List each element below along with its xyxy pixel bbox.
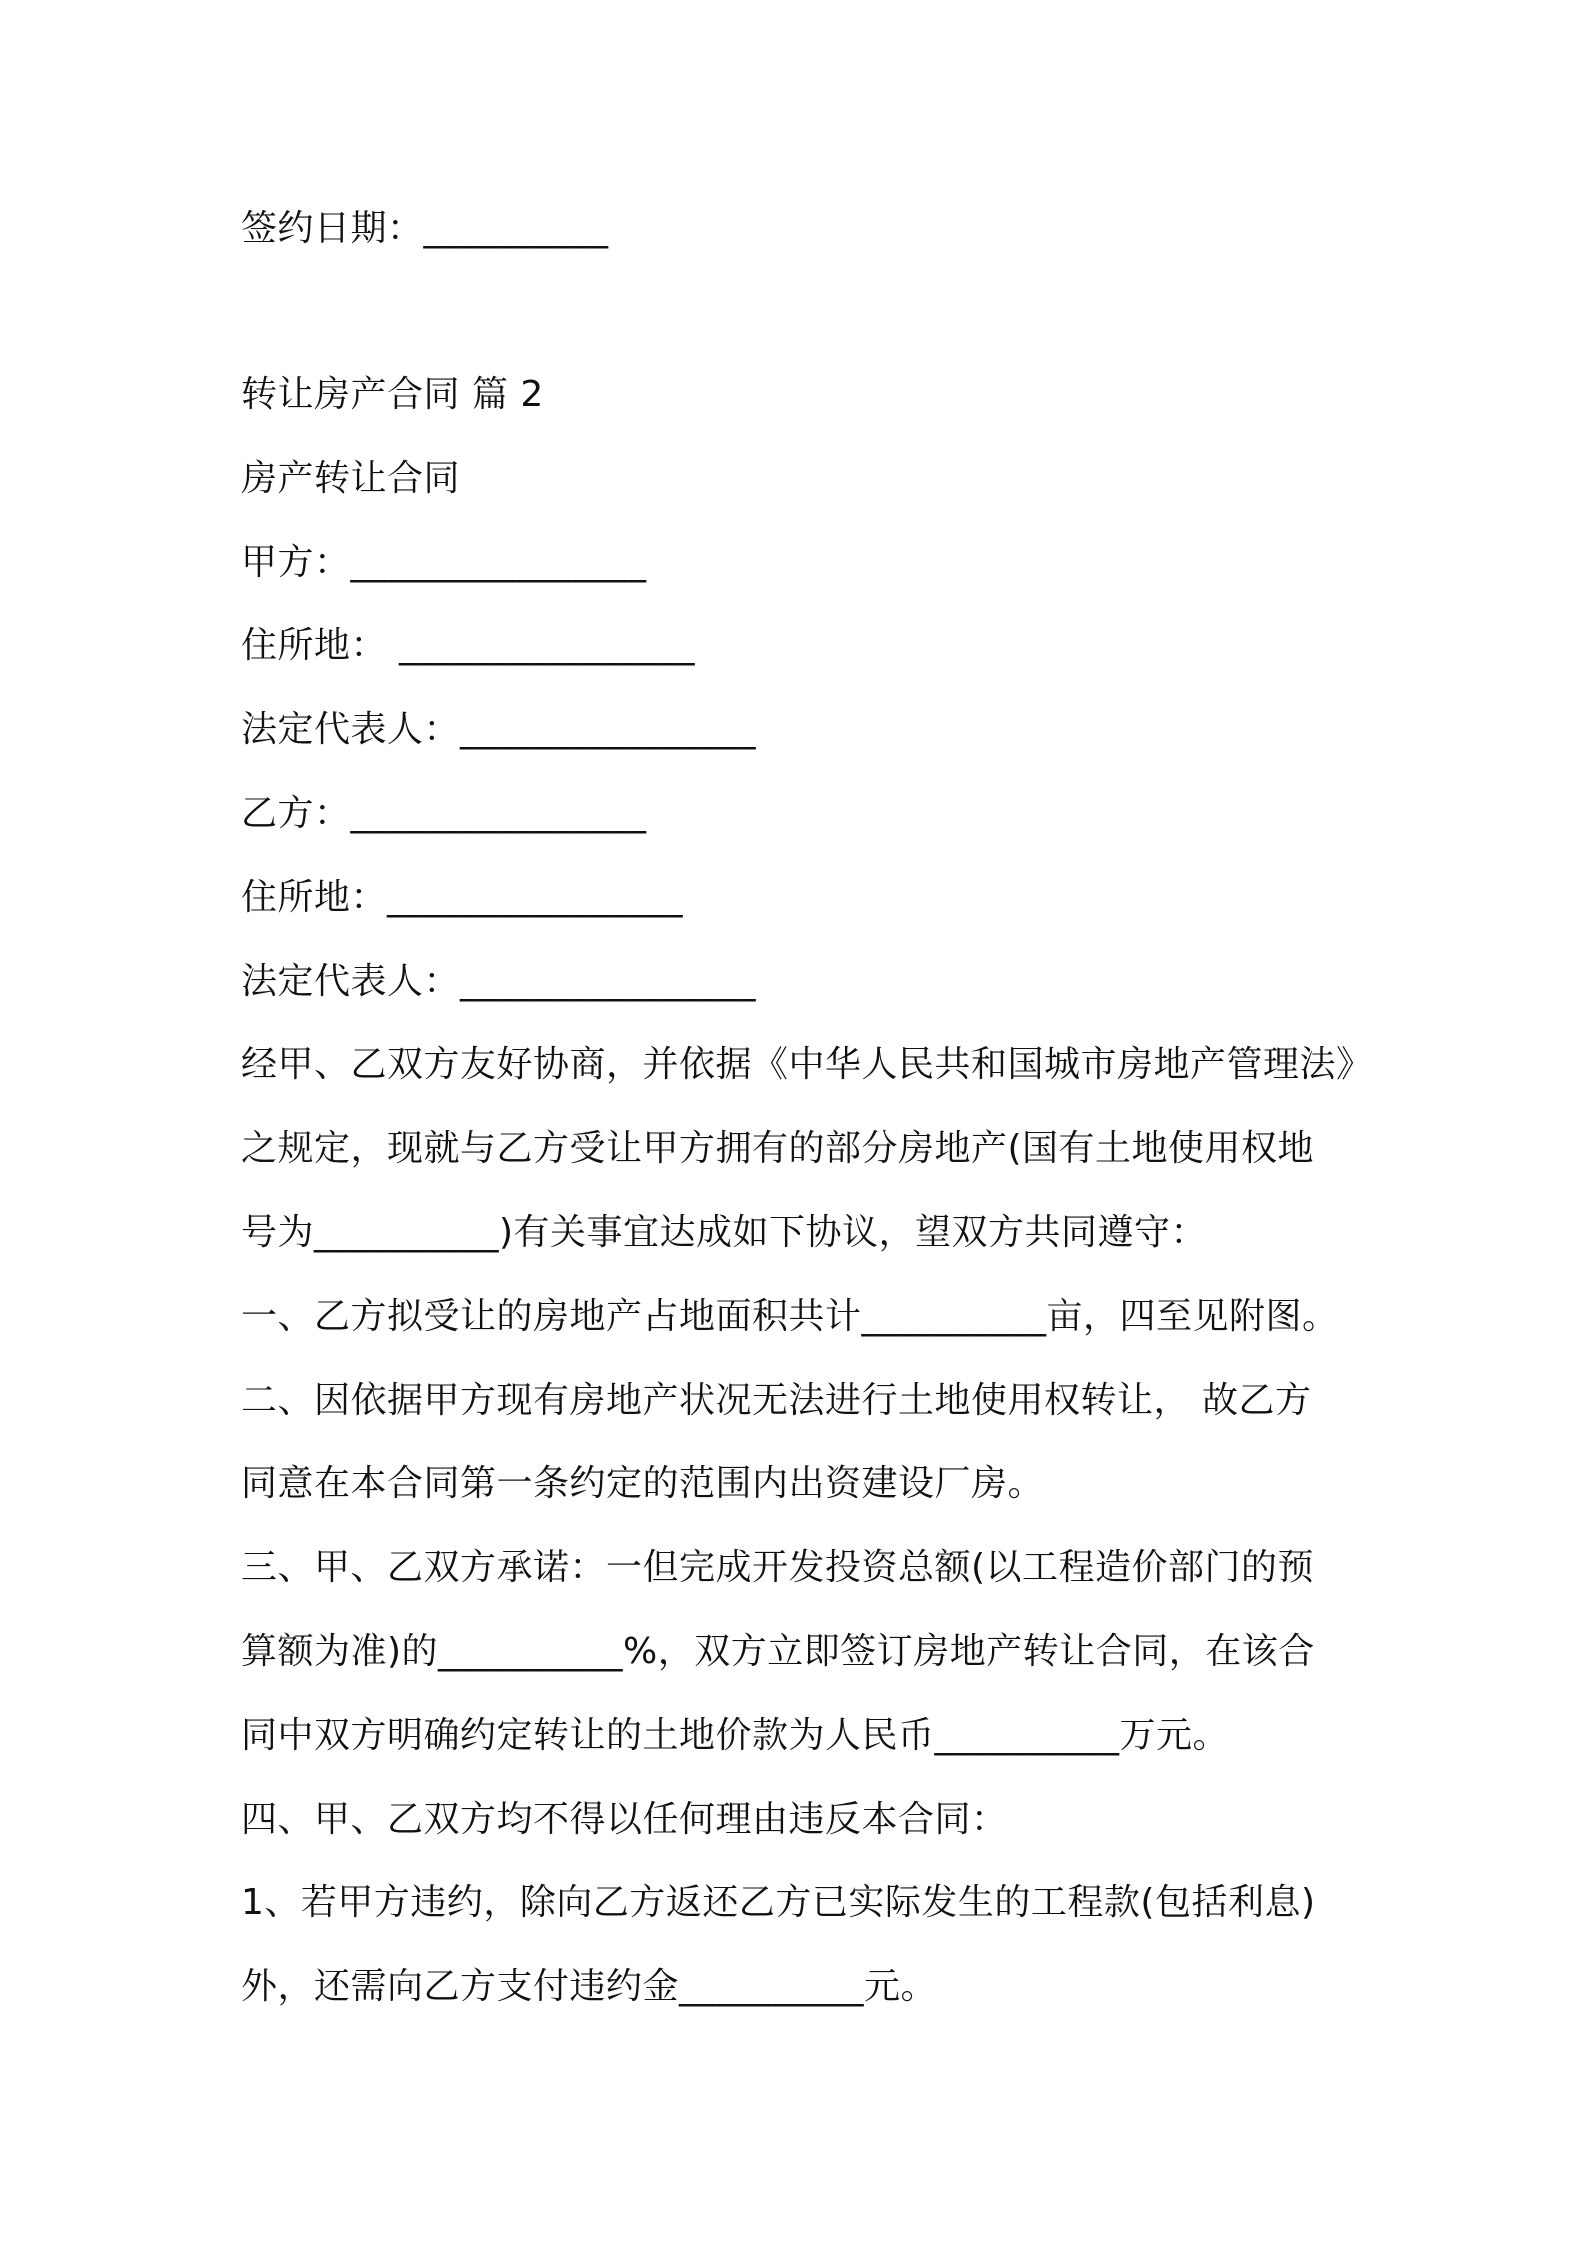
party-a-address-line: 住所地： ________________ — [241, 625, 695, 666]
signing-date-line: 签约日期：__________ — [241, 208, 609, 249]
section-heading: 转让房产合同 篇 2 — [241, 374, 544, 415]
party-a-representative-line: 法定代表人：________________ — [241, 709, 757, 750]
party-b-line: 乙方：________________ — [241, 793, 647, 834]
party-a-line: 甲方：________________ — [241, 542, 647, 583]
preamble-line-2: 之规定，现就与乙方受让甲方拥有的部分房地产(国有土地使用权地 — [241, 1128, 1315, 1169]
clause-4-item-1-line-1: 1、若甲方违约，除向乙方返还乙方已实际发生的工程款(包括利息) — [241, 1882, 1316, 1923]
clause-4-line: 四、甲、乙双方均不得以任何理由违反本合同： — [241, 1799, 1008, 1840]
document-title: 房产转让合同 — [241, 458, 461, 499]
clause-1-line: 一、乙方拟受让的房地产占地面积共计__________亩，四至见附图。 — [241, 1296, 1339, 1337]
clause-3-line-3: 同中双方明确约定转让的土地价款为人民币__________万元。 — [241, 1715, 1230, 1756]
clause-2-line-1: 二、因依据甲方现有房地产状况无法进行土地使用权转让， 故乙方 — [241, 1380, 1312, 1421]
party-b-address-line: 住所地：________________ — [241, 877, 684, 918]
party-b-representative-line: 法定代表人：________________ — [241, 961, 757, 1002]
preamble-line-3: 号为__________)有关事宜达成如下协议，望双方共同遵守： — [241, 1212, 1208, 1253]
clause-2-line-2: 同意在本合同第一条约定的范围内出资建设厂房。 — [241, 1463, 1045, 1504]
clause-3-line-1: 三、甲、乙双方承诺：一但完成开发投资总额(以工程造价部门的预 — [241, 1547, 1315, 1588]
clause-3-line-2: 算额为准)的__________%，双方立即签订房地产转让合同，在该合 — [241, 1631, 1315, 1672]
clause-4-item-1-line-2: 外，还需向乙方支付违约金__________元。 — [241, 1966, 938, 2007]
preamble-line-1: 经甲、乙双方友好协商，并依据《中华人民共和国城市房地产管理法》 — [241, 1044, 1373, 1085]
